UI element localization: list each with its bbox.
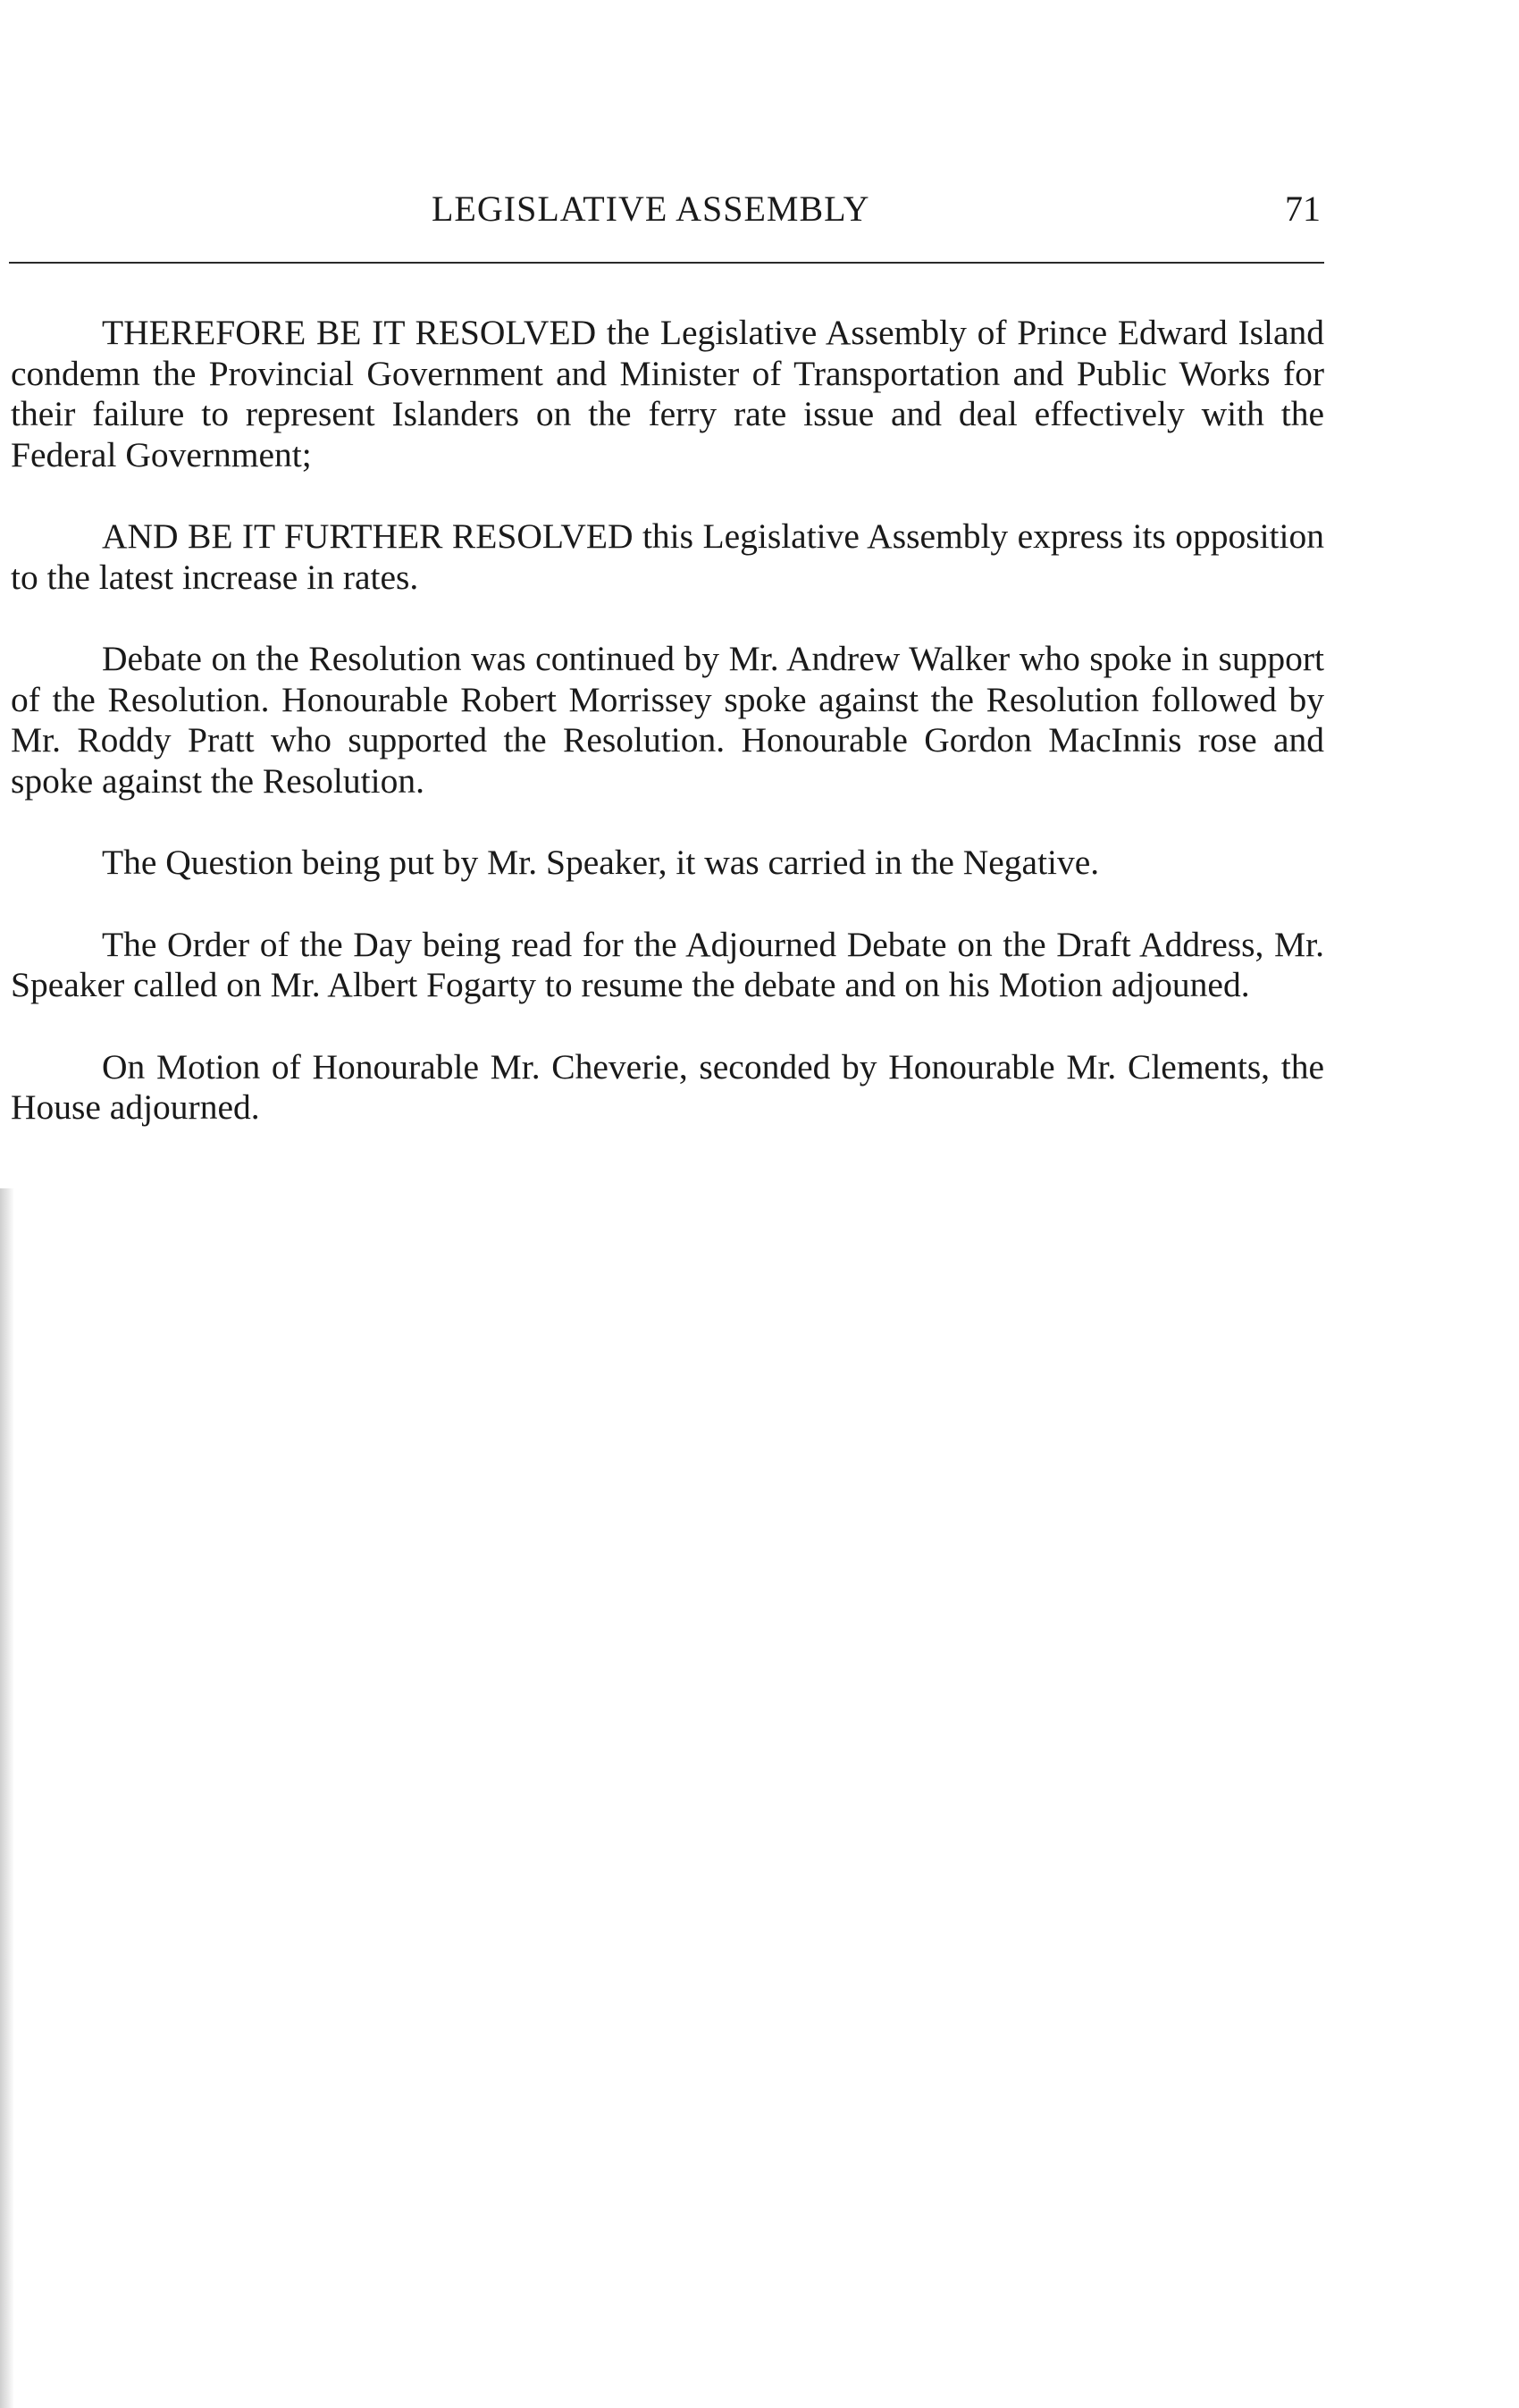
paragraph-debate: Debate on the Resolution was continued by Mr. Andrew Walker who spoke in support of the Resolution. Honourable Robert Morrissey spoke against the Resolution followed by Mr. Roddy Pratt who supported the Resolution. Honourable Gordon MacInnis rose and spoke against the Resolution. [11, 639, 1324, 801]
header-rule [9, 262, 1324, 264]
paragraph-resolution-condemn: THEREFORE BE IT RESOLVED the Legislative Assembly of Prince Edward Island condemn the Provincial Government and Minister of Transportation and Public Works for their failure to represent Islanders on the ferry rate issue and deal effectively with the Federal Government; [11, 313, 1324, 474]
page-number: 71 [1285, 189, 1321, 229]
running-header [0, 188, 1519, 241]
paragraph-order-of-day: The Order of the Day being read for the Adjourned Debate on the Draft Address, Mr. Speaker called on Mr. Albert Fogarty to resume the debate and on his Motion adjouned. [11, 924, 1324, 1004]
paragraph-question: The Question being put by Mr. Speaker, it was carried in the Negative. [102, 843, 1100, 882]
binding-shadow [0, 1188, 14, 2408]
paragraph-resolution-opposition: AND BE IT FURTHER RESOLVED this Legislative Assembly express its opposition to the latest increase in rates. [11, 516, 1324, 597]
header-title: LEGISLATIVE ASSEMBLY [432, 189, 870, 229]
paragraph-adjournment: On Motion of Honourable Mr. Cheverie, seconded by Honourable Mr. Clements, the House adjourned. [11, 1046, 1324, 1127]
body-text [11, 313, 1324, 1128]
